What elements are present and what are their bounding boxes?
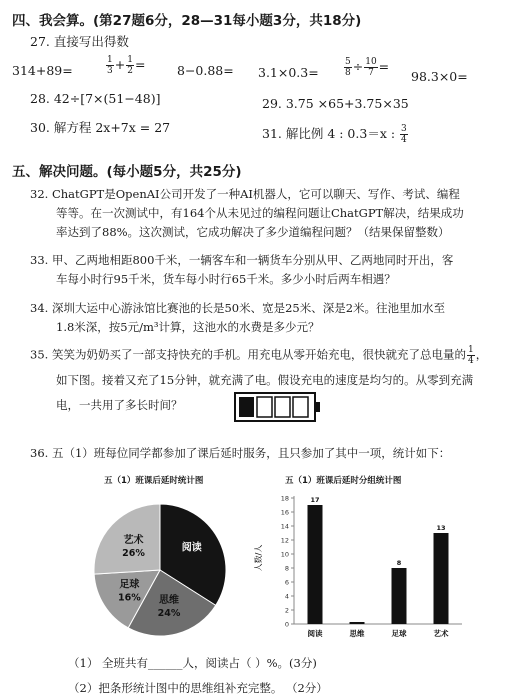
calc-b: $\frac{1}{3}$ + $\frac{1}{2}$ = <box>107 55 146 76</box>
q30: 30. 解方程 2x+7x = 27 <box>30 120 171 135</box>
pie-label: 足球 <box>119 579 140 591</box>
q32-line3: 率达到了88%。这次测试，它成功解决了多少道编程问题？（结果保留整数） <box>56 225 450 239</box>
pie-label: 艺术 <box>123 535 144 547</box>
pie-percent: 26% <box>122 548 145 560</box>
q32-line1: 32. ChatGPT是OpenAI公司开发了一种AI机器人，它可以聊天、写作、考试、编程 <box>30 187 460 201</box>
fraction: $\frac{1}{3}$ <box>107 55 113 76</box>
pie-percent: 24% <box>157 608 181 620</box>
x-tick-label: 阅读 <box>307 629 323 638</box>
q36-part1: （1） 全班共有______人，阅读占（ ）%。(3分) <box>68 656 317 670</box>
q29: 29. 3.75 ×65+3.75×35 <box>262 96 409 111</box>
q32-line2: 等等。在一次测试中，有164个从未见过的编程问题让ChatGPT解决，结果成功 <box>56 206 464 220</box>
x-tick-label: 足球 <box>391 629 407 638</box>
q35-line1: 35. 笑笑为奶奶买了一部支持快充的手机。用充电从零开始充电，很快就充了总电量的 $\frac{1}{4}$ ， <box>30 345 488 366</box>
calc-c: 8−0.88= <box>177 63 234 78</box>
q27-label: 27. 直接写出得数 <box>30 34 129 49</box>
q33-line2: 车每小时行95千米，货车每小时行65千米。多少小时后两车相遇？ <box>56 272 396 286</box>
y-tick-label: 6 <box>284 578 289 587</box>
bar-value-label: 17 <box>310 496 320 504</box>
section4-title: 四、我会算。(第27题6分，28—31每小题3分，共18分) <box>12 13 362 29</box>
y-axis-label: 人数/人 <box>254 544 263 572</box>
q34-line1: 34. 深圳大运中心游泳馆比赛池的长是50米、宽是25米、深是2米。往池里加水至 <box>30 301 446 315</box>
y-tick-label: 18 <box>280 494 289 503</box>
y-tick-label: 2 <box>284 606 289 615</box>
q35-line2: 如下图。接着又充了15分钟，就充满了电。假设充电的速度是均匀的。从零到充满 <box>56 373 474 387</box>
section5-title: 五、解决问题。(每小题5分，共25分) <box>12 164 242 180</box>
y-tick-label: 12 <box>280 536 289 545</box>
y-tick-label: 8 <box>284 564 289 573</box>
bar-chart <box>250 490 475 642</box>
fraction: $\frac{1}{2}$ <box>127 55 133 76</box>
fraction: $\frac{10}{7}$ <box>365 57 377 78</box>
bar-0 <box>308 505 323 624</box>
pie-percent: 16% <box>118 592 141 604</box>
q36-part2: （2）把条形统计图中的思维组补充完整。 （2分） <box>68 681 328 695</box>
q36-intro: 36. 五（1）班每位同学都参加了课后延时服务，且只参加了其中一项，统计如下： <box>30 446 451 460</box>
calc-d: 3.1×0.3= <box>258 65 319 80</box>
bar-value-label: 8 <box>396 559 402 567</box>
y-tick-label: 14 <box>280 522 289 531</box>
q31: 31. 解比例 4 : 0.3＝x : $\frac{3}{4}$ <box>262 124 407 145</box>
calc-f: 98.3×0= <box>411 69 468 84</box>
bar-3 <box>434 533 449 624</box>
calc-a: 314+89= <box>12 63 73 78</box>
q33-line1: 33. 甲、乙两地相距800千米，一辆客车和一辆货车分别从甲、乙两地同时开出，客 <box>30 253 454 267</box>
calc-e: $\frac{5}{8}$ ÷ $\frac{10}{7}$ = <box>345 57 390 78</box>
fraction: $\frac{3}{4}$ <box>401 124 407 145</box>
q34-line2: 1.8米深，按5元/m³计算，这池水的水费是多少元？ <box>56 320 320 334</box>
bar-value-label: 13 <box>436 524 446 532</box>
x-tick-label: 思维 <box>349 629 365 638</box>
y-tick-label: 10 <box>280 550 289 559</box>
q35-line3: 电，一共用了多长时间？ <box>56 398 183 412</box>
pie-chart <box>90 500 230 640</box>
y-tick-label: 16 <box>280 508 289 517</box>
bar-2 <box>392 568 407 624</box>
bar-chart-title: 五（1）班课后延时分组统计图 <box>285 476 402 486</box>
pie-label: 思维 <box>159 595 179 607</box>
fraction: $\frac{1}{4}$ <box>467 345 474 366</box>
pie-chart-title: 五（1）班课后延时统计图 <box>104 476 204 486</box>
y-tick-label: 4 <box>284 592 289 601</box>
battery-icon <box>234 392 322 422</box>
q28: 28. 42÷[7×(51−48)] <box>30 91 161 106</box>
pie-label: 阅读 <box>181 542 202 554</box>
fraction: $\frac{5}{8}$ <box>345 57 351 78</box>
x-tick-label: 艺术 <box>433 629 449 638</box>
y-tick-label: 0 <box>284 620 289 629</box>
